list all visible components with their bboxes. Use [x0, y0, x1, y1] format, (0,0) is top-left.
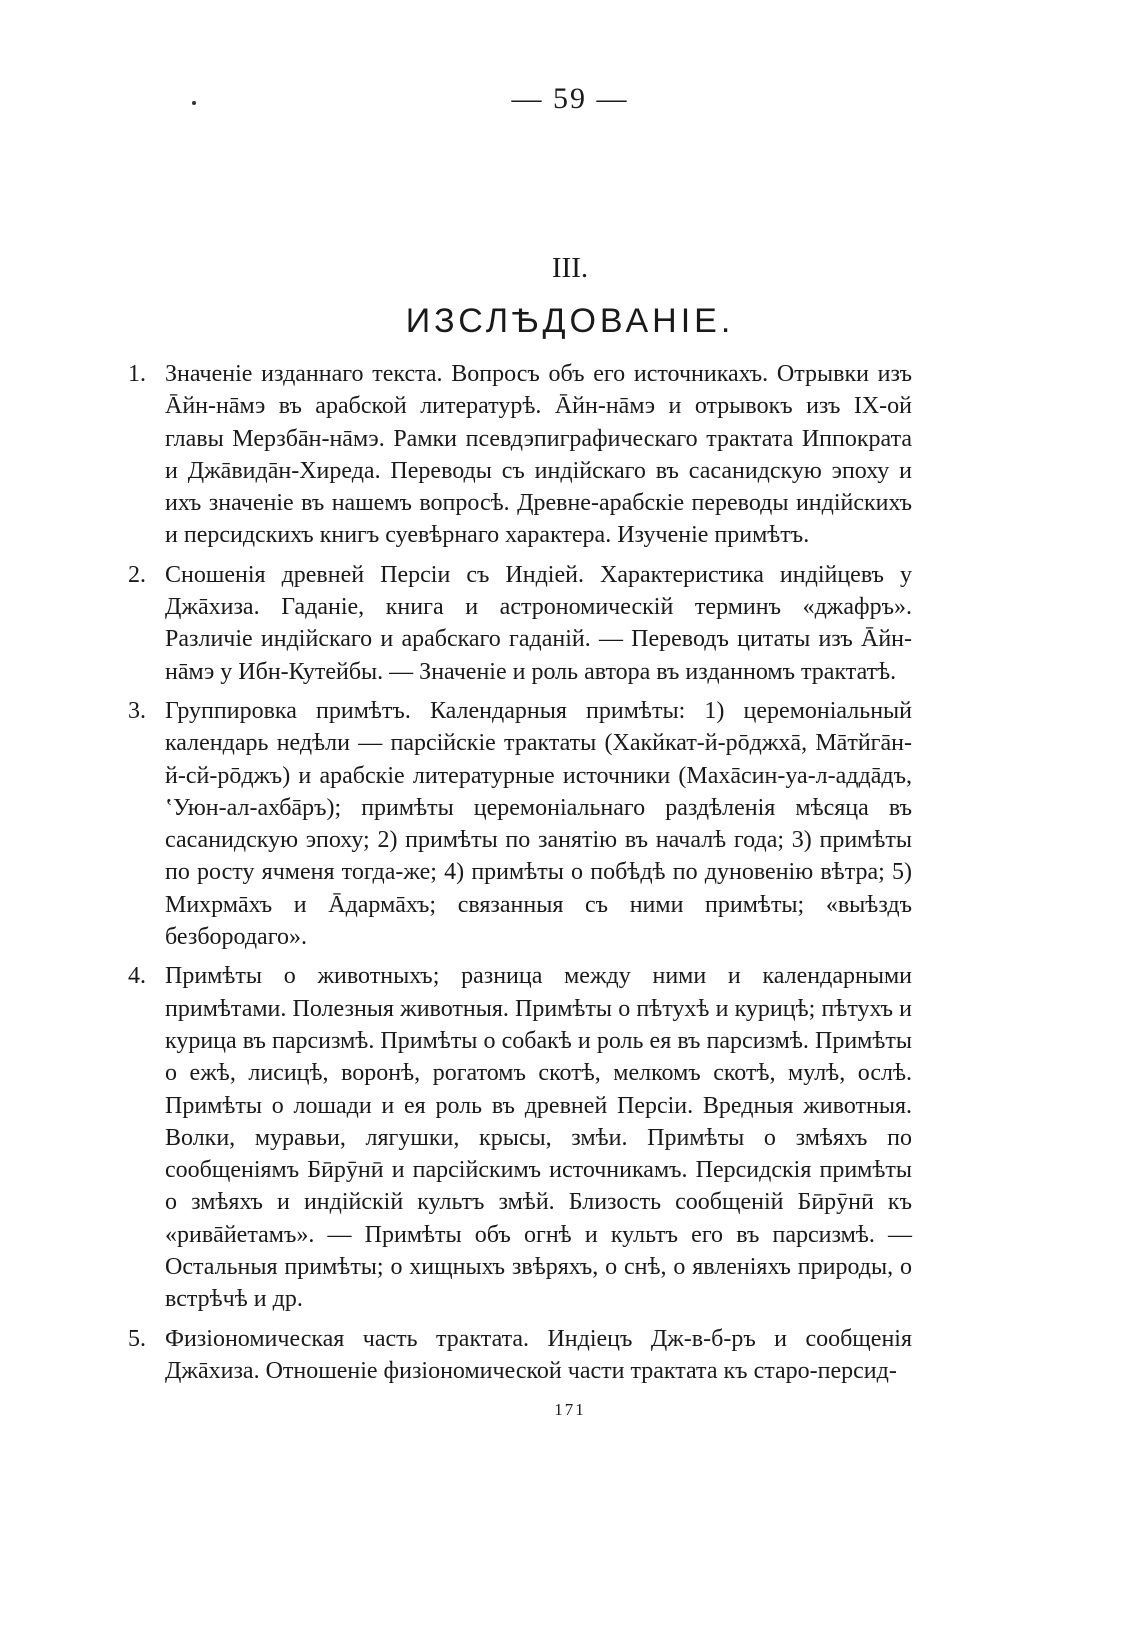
scan-speck — [192, 101, 196, 105]
chapter-title: ИЗСЛѢДОВАНІЕ. — [405, 302, 735, 340]
item-number: 2. — [128, 561, 146, 588]
contents-item-4 — [128, 960, 912, 1315]
contents-item-1 — [128, 358, 912, 552]
chapter-number: III. — [551, 252, 589, 284]
contents-item-5 — [128, 1323, 912, 1388]
item-number: 3. — [128, 697, 146, 724]
item-text: Значеніе изданнаго текста. Вопросъ объ его источникахъ. Отрывки изъ Āйн-нāмэ въ арабской литературѣ. Āйн-нāмэ и отрывокъ изъ IX-ой главы Мерзбāн-нāмэ. Рамки псевдэпиграфическаго трактата Иппократа и Джāвидāн-Хиреда. Переводы съ индійскаго въ сасанидскую эпоху и ихъ значеніе въ нашемъ вопросѣ. Древне-арабскіе переводы индійскихъ и персидскихъ книгъ суевѣрнаго характера. Изученіе примѣтъ. — [165, 361, 912, 549]
item-text: Группировка примѣтъ. Календарныя примѣты: 1) церемоніальный календарь недѣли — парсійскіе трактаты (Хакйкат-й-рōджхā, Мāтйгāн-й-сй-рōджъ) и арабскіе литературные источники (Махāсин-уа-л-аддāдъ, ʽУюн-ал-ахбāръ); примѣты церемоніальнаго раздѣленія мѣсяца въ сасанидскую эпоху; 2) примѣты по занятію въ началѣ года; 3) примѣты по росту ячменя тогда-же; 4) примѣты о побѣдѣ по дуновенію вѣтра; 5) Михрмāхъ и Āдармāхъ; связанныя съ ними примѣты; «выѣздъ безбородаго». — [165, 697, 912, 951]
item-number: 1. — [128, 361, 146, 387]
printer-signature-mark: 171 — [554, 1400, 586, 1419]
page-number: — 59 — — [511, 82, 629, 115]
contents-list — [128, 358, 912, 1394]
contents-item-3 — [128, 695, 912, 953]
contents-item-2 — [128, 559, 912, 688]
item-text: Примѣты о животныхъ; разница между ними и календарными примѣтами. Полезныя животныя. Примѣты о пѣтухѣ и курицѣ; пѣтухъ и курица въ парсизмѣ. Примѣты о собакѣ и роль ея въ парсизмѣ. Примѣты о ежѣ, лисицѣ, воронѣ, рогатомъ скотѣ, мелкомъ скотѣ, мулѣ, ослѣ. Примѣты о лошади и ея роль въ древней Персіи. Вредныя животныя. Волки, муравьи, лягушки, крысы, змѣи. Примѣты о змѣяхъ по сообщеніямъ Бӣрӯнӣ и парсійскимъ источникамъ. Персидскія примѣты о змѣяхъ и индійскій культъ змѣй. Близость сообщеній Бӣрӯнӣ къ «ривāйетамъ». — Примѣты объ огнѣ и культъ его въ парсизмѣ. — Остальныя примѣты; о хищныхъ звѣряхъ, о снѣ, о явленіяхъ природы, о встрѣчѣ и др. — [165, 963, 912, 1313]
item-text: Физіономическая часть трактата. Индіецъ Дж-в-б-ръ и сообщенія Джāхиза. Отношеніе физіономической части трактата къ старо-персид- — [165, 1325, 912, 1384]
item-number: 5. — [128, 1325, 146, 1352]
item-text: Сношенія древней Персіи съ Индіей. Характеристика индійцевъ у Джāхиза. Гаданіе, книга и астрономическій терминъ «джафръ». Различіе индійскаго и арабскаго гаданій. — Переводъ цитаты изъ Āйн-нāмэ у Ибн-Кутейбы. — Значеніе и роль автора въ изданномъ трактатѣ. — [165, 561, 912, 685]
item-number: 4. — [128, 963, 146, 990]
